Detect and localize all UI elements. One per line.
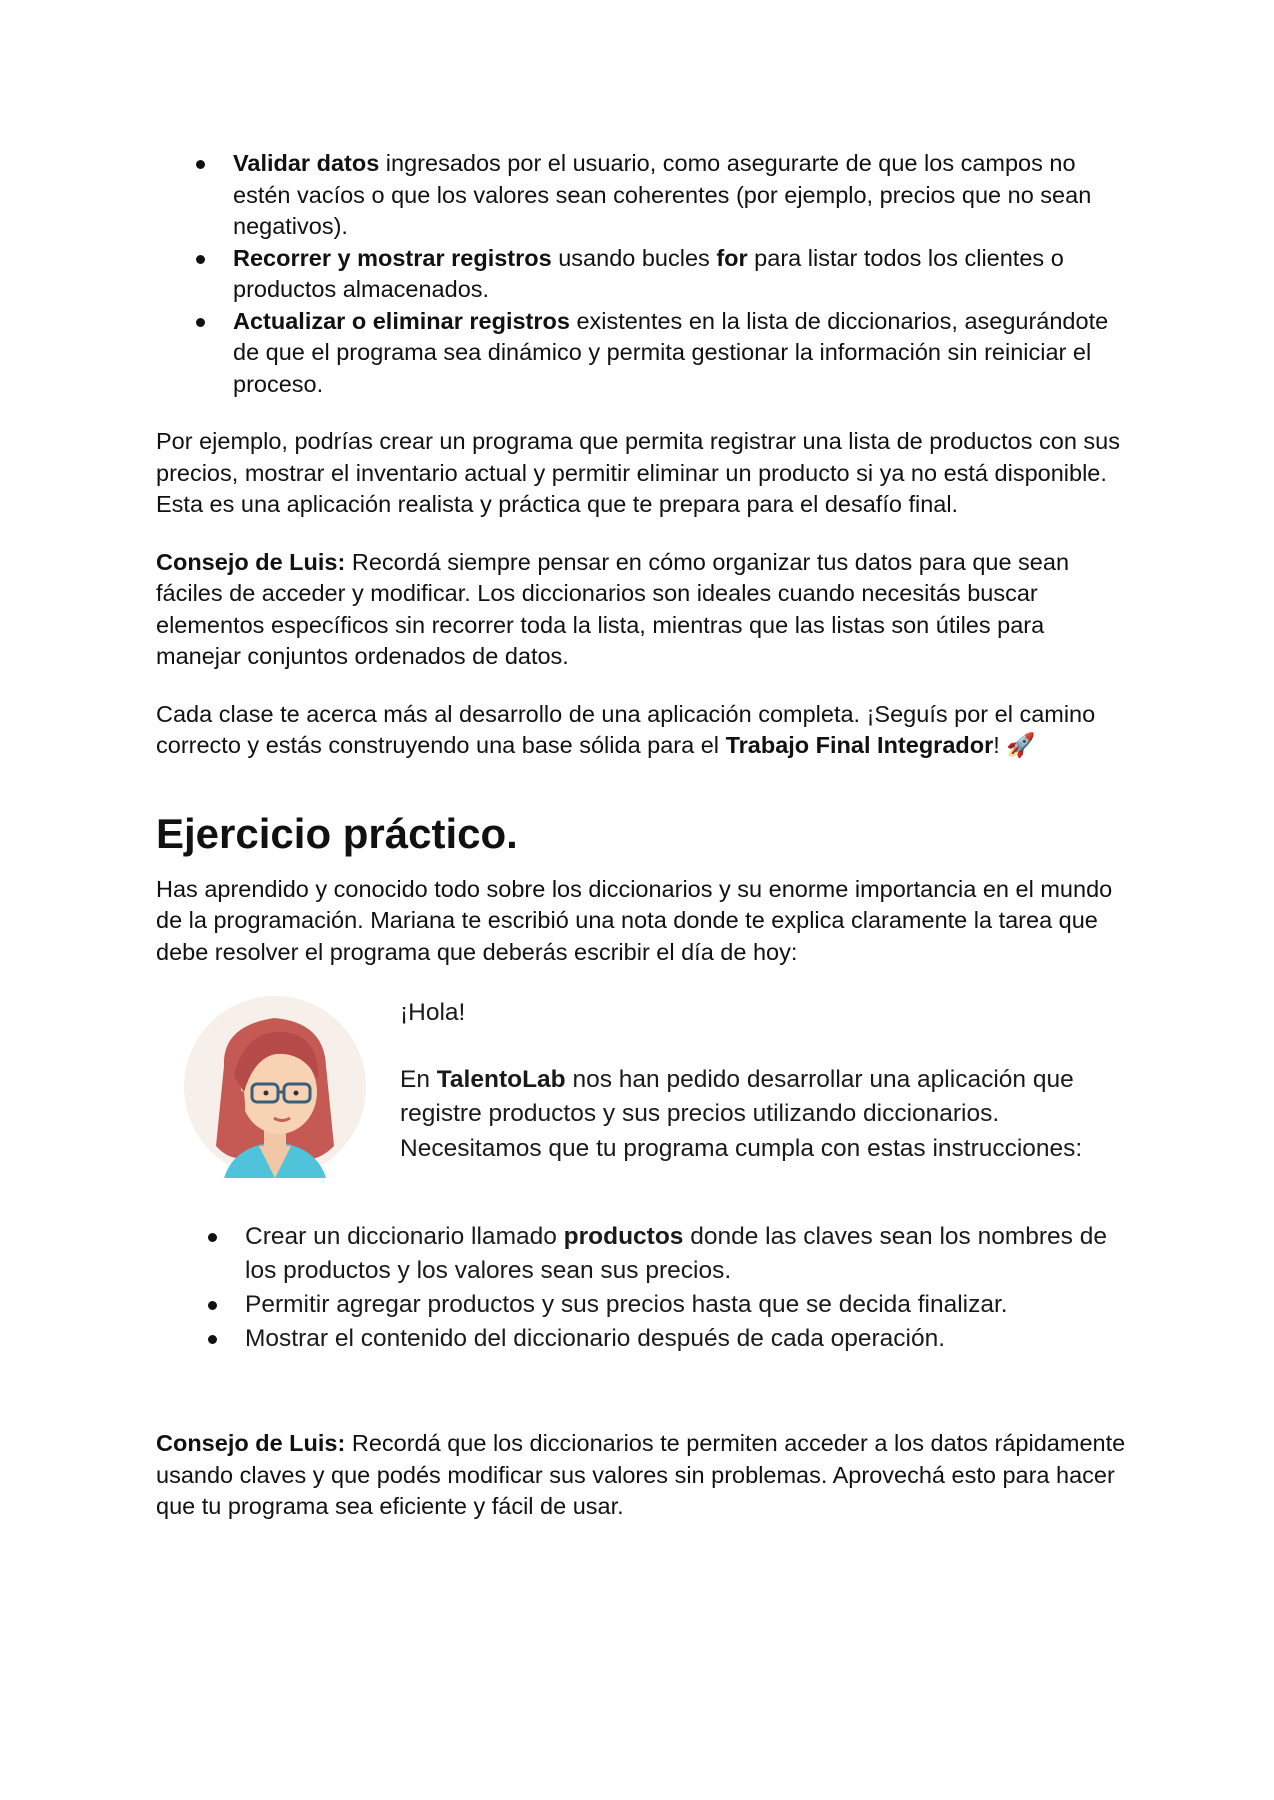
note-greeting: ¡Hola! [400, 999, 466, 1026]
list-item: Permitir agregar productos y sus precios hasta que se decida finalizar. [156, 1288, 1126, 1322]
tip-label: Consejo de Luis: [156, 1430, 346, 1456]
bullet-icon [208, 1233, 217, 1242]
note-text [400, 996, 1120, 1166]
bullet-list-note [156, 1220, 1126, 1356]
bullet-list-top [156, 148, 1126, 400]
list-item: Crear un diccionario llamado productos donde las claves sean los nombres de los productos y los valores sean sus precios. [156, 1220, 1126, 1288]
bullet-icon [196, 255, 205, 264]
document-page [156, 148, 1126, 1523]
closing-paragraph: Cada clase te acerca más al desarrollo de una aplicación completa. ¡Seguís por el camino correcto y estás construyendo una base sólida para el Trabajo Final Integrador! 🚀 [156, 700, 1096, 758]
list-item: Validar datos ingresados por el usuario, como asegurarte de que los campos no estén vacíos o que los valores sean coherentes (por ejemplo, precios que no sean negativos). [156, 148, 1126, 243]
mariana-note [156, 996, 1126, 1206]
exercise-heading: Ejercicio práctico. [156, 809, 518, 857]
note-body: En TalentoLab nos han pedido desarrollar una aplicación que registre productos y sus precios utilizando diccionarios. Necesitamos que tu programa cumpla con estas instrucciones: [400, 1065, 1083, 1162]
tip-paragraph-1: Consejo de Luis: Recordá siempre pensar en cómo organizar tus datos para que sean fáciles de acceder y modificar. Los diccionarios son ideales cuando necesitás buscar elementos específicos sin recorrer toda la lista, mientras que las listas son útiles para manejar conjuntos ordenados de datos. [156, 548, 1070, 669]
bullet-icon [196, 318, 205, 327]
exercise-intro: Has aprendido y conocido todo sobre los diccionarios y su enorme importancia en el mundo de la programación. Mariana te escribió una nota donde te explica claramente la tarea que debe resolver el programa que deberás escribir el día de hoy: [156, 875, 1113, 965]
bullet-icon [196, 160, 205, 169]
list-item: Actualizar o eliminar registros existentes en la lista de diccionarios, asegurándote de que el programa sea dinámico y permita gestionar la información sin reiniciar el proceso. [156, 306, 1126, 401]
list-item: Mostrar el contenido del diccionario después de cada operación. [156, 1322, 1126, 1356]
mariana-avatar-icon [184, 996, 366, 1178]
tip-label: Consejo de Luis: [156, 548, 346, 575]
paragraph-example: Por ejemplo, podrías crear un programa que permita registrar una lista de productos con sus precios, mostrar el inventario actual y permitir eliminar un producto si ya no está disponible. Esta es una aplicación realista y práctica que te prepara para el desafío final. [156, 428, 1120, 517]
tip-paragraph-2: Consejo de Luis: Recordá que los diccionarios te permiten acceder a los datos rápidamente usando claves y que podés modificar sus valores sin problemas. Aprovechá esto para hacer que tu programa sea eficiente y fácil de usar. [156, 1430, 1126, 1519]
bullet-icon [208, 1335, 217, 1344]
list-item: Recorrer y mostrar registros usando bucles for para listar todos los clientes o productos almacenados. [156, 243, 1126, 306]
bullet-icon [208, 1301, 217, 1310]
